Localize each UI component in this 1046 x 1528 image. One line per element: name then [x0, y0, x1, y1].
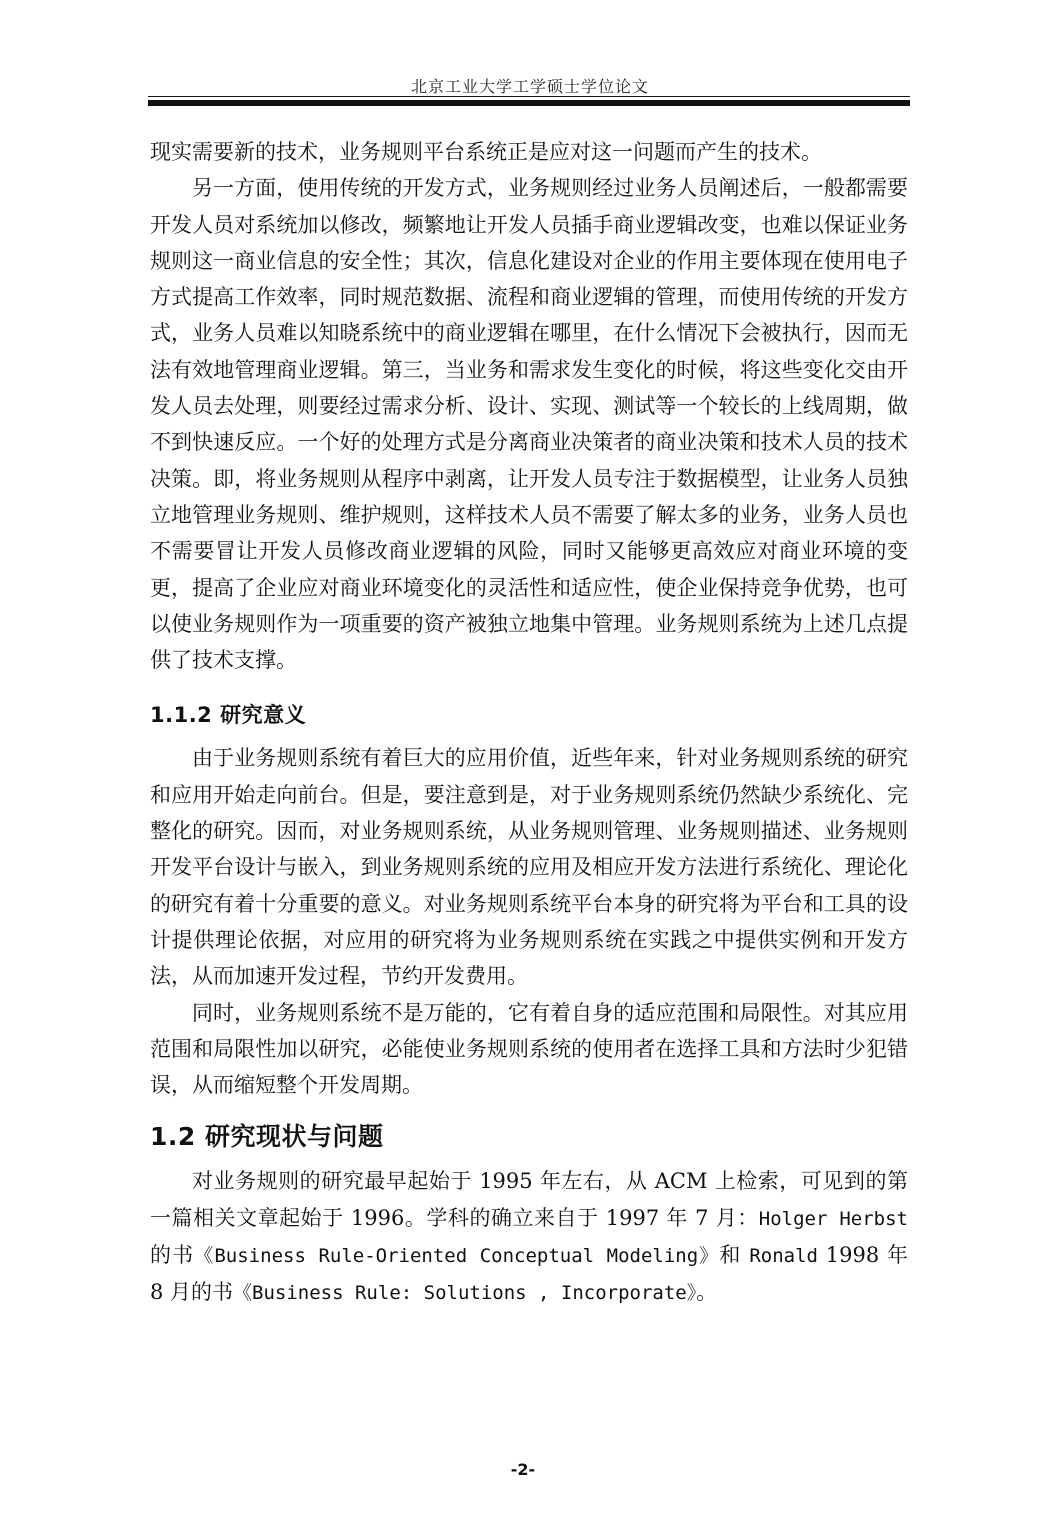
text-run: 和: [719, 1243, 750, 1268]
text-run: 对业务规则的研究最早起始于 1995 年左右，从 ACM 上检索，可见到的第一篇相关文章起始于 1996。学科的确立来自于 1997 年 7 月：: [150, 1169, 908, 1230]
text-run: 1998 年 8 月的书: [150, 1243, 909, 1305]
page-content: [150, 134, 908, 1312]
paragraph-research-status: [150, 1163, 908, 1311]
paragraph-limitations: 同时，业务规则系统不是万能的，它有着自身的适应范围和局限性。对其应用范围和局限性加以研究，必能使业务规则系统的使用者在选择工具和方法时少犯错误，从而缩短整个开发周期。: [150, 1000, 908, 1098]
header-rule-thin: [148, 96, 910, 97]
text-run: 的书: [150, 1243, 195, 1268]
book-title: 《Business Rule-Oriented Conceptual Modeling》: [194, 1245, 720, 1268]
page-number: -2-: [510, 1460, 536, 1479]
running-header: 北京工业大学工学硕士学位论文: [410, 77, 649, 96]
header-rule-thick: [148, 100, 910, 106]
text-run: 。: [696, 1280, 718, 1305]
author-name: Ronald: [749, 1245, 818, 1268]
paragraph-research-significance: 由于业务规则系统有着巨大的应用价值，近些年来，针对业务规则系统的研究和应用开始走向前台。但是，要注意到是，对于业务规则系统仍然缺少系统化、完整化的研究。因而，对业务规则系统，从业务规则管理、业务规则描述、业务规则开发平台设计与嵌入，到业务规则系统的应用及相应开发方法进行系统化、理论化的研究有着十分重要的意义。对业务规则系统平台本身的研究将为平台和工具的设计提供理论依据，对应用的研究将为业务规则系统在实践之中提供实例和开发方法，从而加速开发过程，节约开发费用。: [150, 746, 908, 989]
section-heading-1-2: 1.2 研究现状与问题: [150, 1122, 384, 1152]
paragraph-second-aspect: 另一方面，使用传统的开发方式，业务规则经过业务人员阐述后，一般都需要开发人员对系统加以修改，频繁地让开发人员插手商业逻辑改变，也难以保证业务规则这一商业信息的安全性；其次，信息化建设对企业的作用主要体现在使用电子方式提高工作效率，同时规范数据、流程和商业逻辑的管理，而使用传统的开发方式，业务人员难以知晓系统中的商业逻辑在哪里，在什么情况下会被执行，因而无法有效地管理商业逻辑。第三，当业务和需求发生变化的时候，将这些变化交由开发人员去处理，则要经过需求分析、设计、实现、测试等一个较长的上线周期，做不到快速反应。一个好的处理方式是分离商业决策者的商业决策和技术人员的技术决策。即，将业务规则从程序中剥离，让开发人员专注于数据模型，让业务人员独立地管理业务规则、维护规则，这样技术人员不需要了解太多的业务，业务人员也不需要冒让开发人员修改商业逻辑的风险，同时又能够更高效应对商业环境的变更，提高了企业应对商业环境变化的灵活性和适应性，使企业保持竞争优势，也可以使业务规则作为一项重要的资产被独立地集中管理。业务规则系统为上述几点提供了技术支撑。: [150, 176, 908, 673]
section-heading-1-1-2: 1.1.2 研究意义: [150, 703, 307, 728]
paragraph-continuation: 现实需要新的技术，业务规则平台系统正是应对这一问题而产生的技术。: [150, 140, 822, 164]
author-name: Holger Herbst: [758, 1207, 908, 1230]
book-title: 《Business Rule: Solutions , Incorporate》: [233, 1282, 697, 1305]
